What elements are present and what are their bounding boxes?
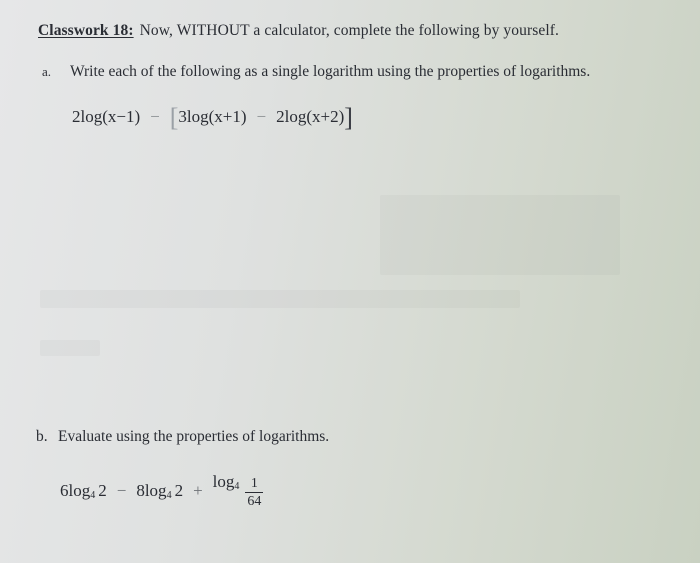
expr-b-term2-base: 4 <box>166 489 172 501</box>
expr-a-term1: 2log(x−1) <box>72 107 141 126</box>
classwork-instruction: Now, WITHOUT a calculator, complete the following by yourself. <box>139 22 559 39</box>
expr-a-term2: 3log(x+1) <box>178 107 247 126</box>
part-b-prompt <box>36 428 329 446</box>
expr-b-term3 <box>213 472 264 510</box>
fraction-denominator: 64 <box>247 494 262 510</box>
expr-a-term3: 2log(x+2) <box>276 107 345 126</box>
part-b-expression <box>60 472 263 510</box>
expr-b-term3-base: 4 <box>234 481 240 492</box>
expr-a-open-bracket: [ <box>169 103 179 132</box>
expr-b-term1-log: 6log <box>60 480 91 500</box>
bleed-through-shadow <box>380 195 620 275</box>
part-a-instruction: Write each of the following as a single logarithm using the properties of logarithms. <box>70 63 591 80</box>
classwork-label: Classwork 18: <box>38 22 134 39</box>
part-a-prompt <box>42 63 590 81</box>
expr-b-minus: − <box>116 480 127 500</box>
expr-b-term2-log: 8log <box>136 480 167 500</box>
part-b-letter: b. <box>36 428 48 445</box>
expr-b-term2 <box>136 481 183 501</box>
expr-b-term1-base: 4 <box>90 489 96 501</box>
part-a-expression <box>72 104 353 130</box>
expr-a-minus: − <box>150 107 160 126</box>
expr-b-term1 <box>60 481 107 501</box>
bleed-through-shadow <box>40 340 100 356</box>
part-b-instruction: Evaluate using the properties of logarithms. <box>58 428 330 445</box>
fraction-numerator: 1 <box>250 476 258 491</box>
expr-b-term3-log: log <box>212 472 235 491</box>
expr-b-term2-arg: 2 <box>174 480 184 500</box>
part-a-letter: a. <box>42 64 52 79</box>
expr-b-plus: + <box>193 480 203 500</box>
classwork-header <box>38 22 559 40</box>
bleed-through-shadow <box>40 290 520 308</box>
expr-b-fraction <box>245 476 263 510</box>
expr-a-inner-minus: − <box>256 107 267 126</box>
expr-a-close-bracket: ] <box>344 103 353 132</box>
expr-b-term1-arg: 2 <box>98 480 107 500</box>
